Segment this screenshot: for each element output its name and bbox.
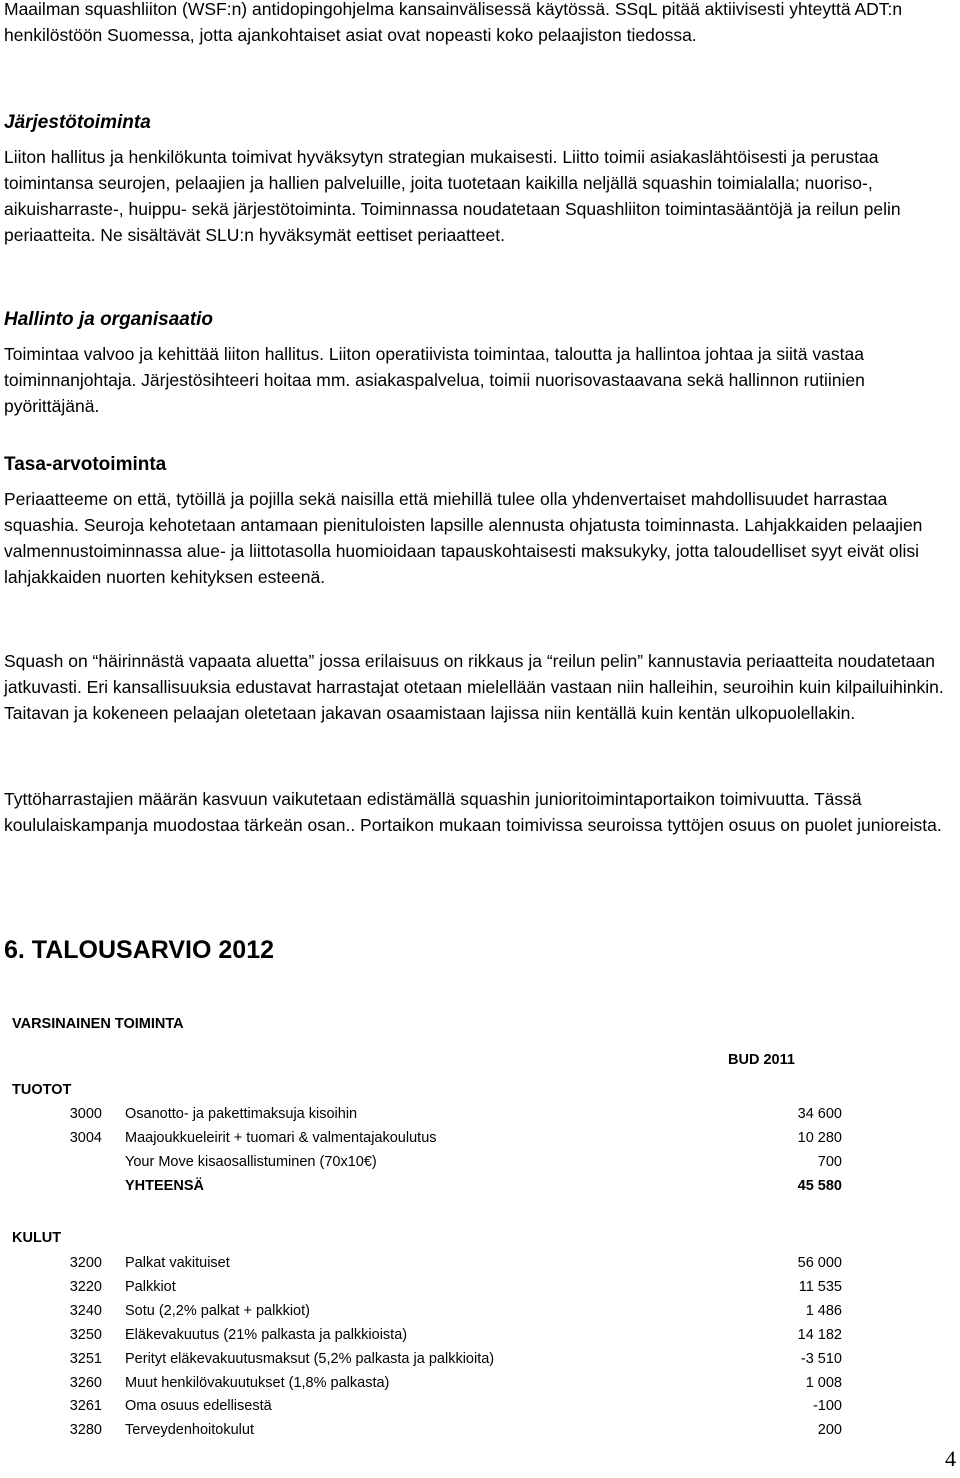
account-code: 3260 — [69, 1375, 102, 1391]
table-row — [0, 1299, 960, 1323]
table-row-total — [0, 1174, 960, 1198]
account-code: 3200 — [69, 1255, 102, 1271]
table-row — [0, 1150, 960, 1174]
account-description: Palkkiot — [125, 1279, 176, 1295]
account-description: Palkat vakituiset — [125, 1255, 230, 1271]
budget-amount: 10 280 — [797, 1130, 842, 1146]
budget-amount: 1 008 — [805, 1375, 842, 1391]
table-row — [0, 1394, 960, 1418]
section-heading-hallinto: Hallinto ja organisaatio — [4, 309, 214, 330]
section-paragraph: Liiton hallitus ja henkilökunta toimivat hyväksytyn strategian mukaisesti. Liitto toimii asiakaslähtöisesti ja perustaa toimintansa seurojen, pelaajien ja hallien palveluille, joita tuotetaan kaikilla neljällä squashin toimialalla; nuoriso-, aikuisharraste-, huippu- sekä järjestötoiminta. Toiminnassa noudatetaan Squashliiton toimintasääntöjä ja reilun pelin periaatteita. Ne sisältävät SLU:n hyväksymät eettiset periaatteet. — [4, 147, 901, 245]
account-code: 3250 — [69, 1327, 102, 1343]
account-code: 3251 — [69, 1351, 102, 1367]
account-code: 3000 — [69, 1106, 102, 1122]
account-description: Sotu (2,2% palkat + palkkiot) — [125, 1303, 310, 1319]
expenses-label: KULUT — [12, 1230, 62, 1246]
total-label: YHTEENSÄ — [125, 1178, 204, 1194]
table-row — [0, 1102, 960, 1126]
budget-amount: 14 182 — [797, 1327, 842, 1343]
budget-column-header: BUD 2011 — [728, 1052, 795, 1068]
account-code: 3261 — [69, 1398, 102, 1414]
intro-paragraph: Maailman squashliiton (WSF:n) antidopingohjelma kansainvälisessä käytössä. SSqL pitää aktiivisesti yhteyttä ADT:n henkilöstöön Suomessa, jotta ajankohtaiset asiat ovat nopeasti koko pelaajiston tiedossa. — [4, 0, 903, 45]
section-heading-jarjestotoiminta: Järjestötoiminta — [4, 112, 151, 133]
section-paragraph: Squash on “häirinnästä vapaata aluetta” jossa erilaisuus on rikkaus ja “reilun pelin” kannustavia periaatteita noudatetaan jatkuvasti. Eri kansallisuuksia edustavat harrastajat otetaan mielellään vastaan niin halleihin, seuroihin kuin kilpailuihinkin. Taitavan ja kokeneen pelaajan oletetaan jakavan osaamistaan lajissa niin kentällä kuin kentän ulkopuolellakin. — [4, 651, 944, 723]
account-description: Maajoukkueleirit + tuomari & valmentajakoulutus — [125, 1130, 437, 1146]
section-paragraph: Tyttöharrastajien määrän kasvuun vaikutetaan edistämällä squashin junioritoimintaportaikon toimivuutta. Tässä koululaiskampanja muodostaa tärkeän osan.. Portaikon mukaan toimivissa seuroissa tyttöjen osuus on puolet junioreista. — [4, 789, 942, 835]
section-heading-tasa-arvo: Tasa-arvotoiminta — [4, 454, 167, 475]
table-row — [0, 1275, 960, 1299]
account-description: Osanotto- ja pakettimaksuja kisoihin — [125, 1106, 358, 1122]
page-number: 4 — [945, 1446, 956, 1471]
account-code: 3220 — [69, 1279, 102, 1295]
account-description: Terveydenhoitokulut — [125, 1422, 254, 1438]
account-code: 3280 — [69, 1422, 102, 1438]
budget-amount: -3 510 — [800, 1351, 842, 1367]
table-row — [0, 1251, 960, 1275]
table-row — [0, 1418, 960, 1442]
total-amount: 45 580 — [797, 1178, 842, 1194]
section-paragraph: Periaatteeme on että, tytöillä ja pojilla sekä naisilla että miehillä tulee olla yhdenvertaiset mahdollisuudet harrastaa squashia. Seuroja kehotetaan antamaan pienituloisten lapsille alennusta ohjatusta toiminnasta. Lahjakkaiden pelaajien valmennustoiminnassa alue- ja liittotasolla huomioidaan tapauskohtaisesti maksukyky, jotta taloudelliset syyt eivät olisi lahjakkaiden nuorten kehityksen esteenä. — [4, 489, 923, 587]
account-description: Perityt eläkevakuutusmaksut (5,2% palkasta ja palkkioita) — [125, 1351, 495, 1367]
budget-subtitle: VARSINAINEN TOIMINTA — [12, 1016, 184, 1032]
table-row — [0, 1323, 960, 1347]
section-paragraph: Toimintaa valvoo ja kehittää liiton hallitus. Liiton operatiivista toimintaa, taloutta ja hallintoa johtaa ja siitä vastaa toiminnanjohtaja. Järjestösihteeri hoitaa mm. asiakaspalvelua, toimii nuorisovastaavana sekä hallinnon rutiinien pyörittäjänä. — [4, 344, 865, 416]
budget-amount: -100 — [812, 1398, 842, 1414]
budget-amount: 200 — [817, 1422, 842, 1438]
table-row — [0, 1371, 960, 1395]
account-code: 3240 — [69, 1303, 102, 1319]
budget-amount: 11 535 — [798, 1279, 842, 1295]
budget-amount: 56 000 — [797, 1255, 842, 1271]
budget-amount: 1 486 — [805, 1303, 842, 1319]
account-description: Oma osuus edellisestä — [125, 1398, 272, 1414]
budget-title: 6. TALOUSARVIO 2012 — [4, 936, 274, 964]
income-label: TUOTOT — [12, 1082, 72, 1098]
table-row — [0, 1126, 960, 1150]
budget-amount: 34 600 — [797, 1106, 842, 1122]
account-code: 3004 — [69, 1130, 102, 1146]
budget-amount: 700 — [817, 1154, 842, 1170]
account-description: Your Move kisaosallistuminen (70x10€) — [125, 1154, 377, 1170]
account-description: Muut henkilövakuutukset (1,8% palkasta) — [125, 1375, 390, 1391]
account-description: Eläkevakuutus (21% palkasta ja palkkioista) — [125, 1327, 408, 1343]
table-row — [0, 1347, 960, 1371]
